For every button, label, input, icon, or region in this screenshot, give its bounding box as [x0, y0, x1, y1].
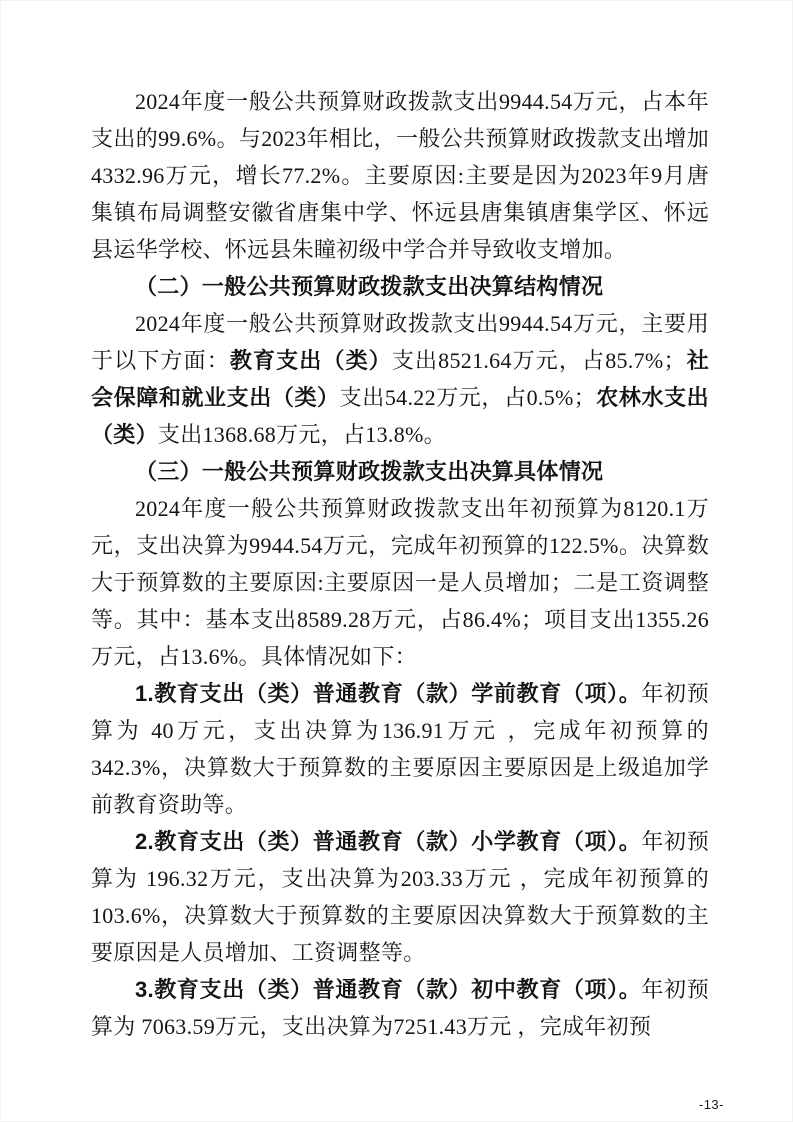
- page-number: -13-: [698, 1097, 724, 1112]
- heading-section-2: [91, 268, 709, 305]
- para-detail: [91, 490, 709, 675]
- item-2-body: 年初预算为 196.32万元，支出决算为203.33万元 ，完成年初预算的103.6%，决算数大于预算数的主要原因决算数大于预算数的主要原因是人员增加、工资调整等。: [91, 829, 709, 965]
- bold-education-expense: 教育支出（类）: [229, 348, 392, 373]
- heading-section-3: [91, 453, 709, 490]
- document-body: [91, 83, 709, 1045]
- para-structure: [91, 305, 709, 453]
- item-3-body: 年初预算为 7063.59万元，支出决算为7251.43万元 ，完成年初预: [91, 977, 709, 1039]
- item-1-preschool-education: [91, 675, 709, 823]
- item-2-primary-education: [91, 823, 709, 971]
- heading-section-3-text: （三）一般公共预算财政拨款支出决算具体情况: [135, 459, 604, 484]
- item-3-heading: 3.教育支出（类）普通教育（款）初中教育（项）。: [135, 977, 642, 1002]
- item-1-heading: 1.教育支出（类）普通教育（款）学前教育（项）。: [135, 681, 642, 706]
- para-detail-text: 2024年度一般公共预算财政拨款支出年初预算为8120.1万元，支出决算为9944.54万元，完成年初预算的122.5%。决算数大于预算数的主要原因:主要原因一是人员增加；二是工资调整等。其中：基本支出8589.28万元，占86.4%；项目支出1355.26万元，占13.6%。具体情况如下：: [91, 496, 709, 669]
- text-education-expense: 支出8521.64万元，占85.7%；: [391, 348, 686, 373]
- text-social-security-expense: 支出54.22万元，占0.5%；: [339, 385, 596, 410]
- para-overview-text: 2024年度一般公共预算财政拨款支出9944.54万元，占本年支出的99.6%。与2023年相比，一般公共预算财政拨款支出增加4332.96万元，增长77.2%。主要原因:主要是因为2023年9月唐集镇布局调整安徽省唐集中学、怀远县唐集镇唐集学区、怀远县运华学校、怀远县朱瞳初级中学合并导致收支增加。: [91, 89, 709, 262]
- bold-agriculture-expense: 农林水支出（类）: [91, 385, 709, 447]
- heading-section-2-text: （二）一般公共预算财政拨款支出决算结构情况: [135, 274, 604, 299]
- item-3-junior-high-education: [91, 971, 709, 1045]
- bold-social-security-expense: 社会保障和就业支出（类）: [91, 348, 709, 410]
- para-overview: [91, 83, 709, 268]
- text-agriculture-expense: 支出1368.68万元，占13.8%。: [157, 422, 446, 447]
- para-structure-intro: 2024年度一般公共预算财政拨款支出9944.54万元，主要用于以下方面：: [91, 311, 709, 373]
- item-1-body: 年初预算为 40万元，支出决算为136.91万元 ，完成年初预算的342.3%，决算数大于预算数的主要原因主要原因是上级追加学前教育资助等。: [91, 681, 709, 817]
- item-2-heading: 2.教育支出（类）普通教育（款）小学教育（项）。: [135, 829, 642, 854]
